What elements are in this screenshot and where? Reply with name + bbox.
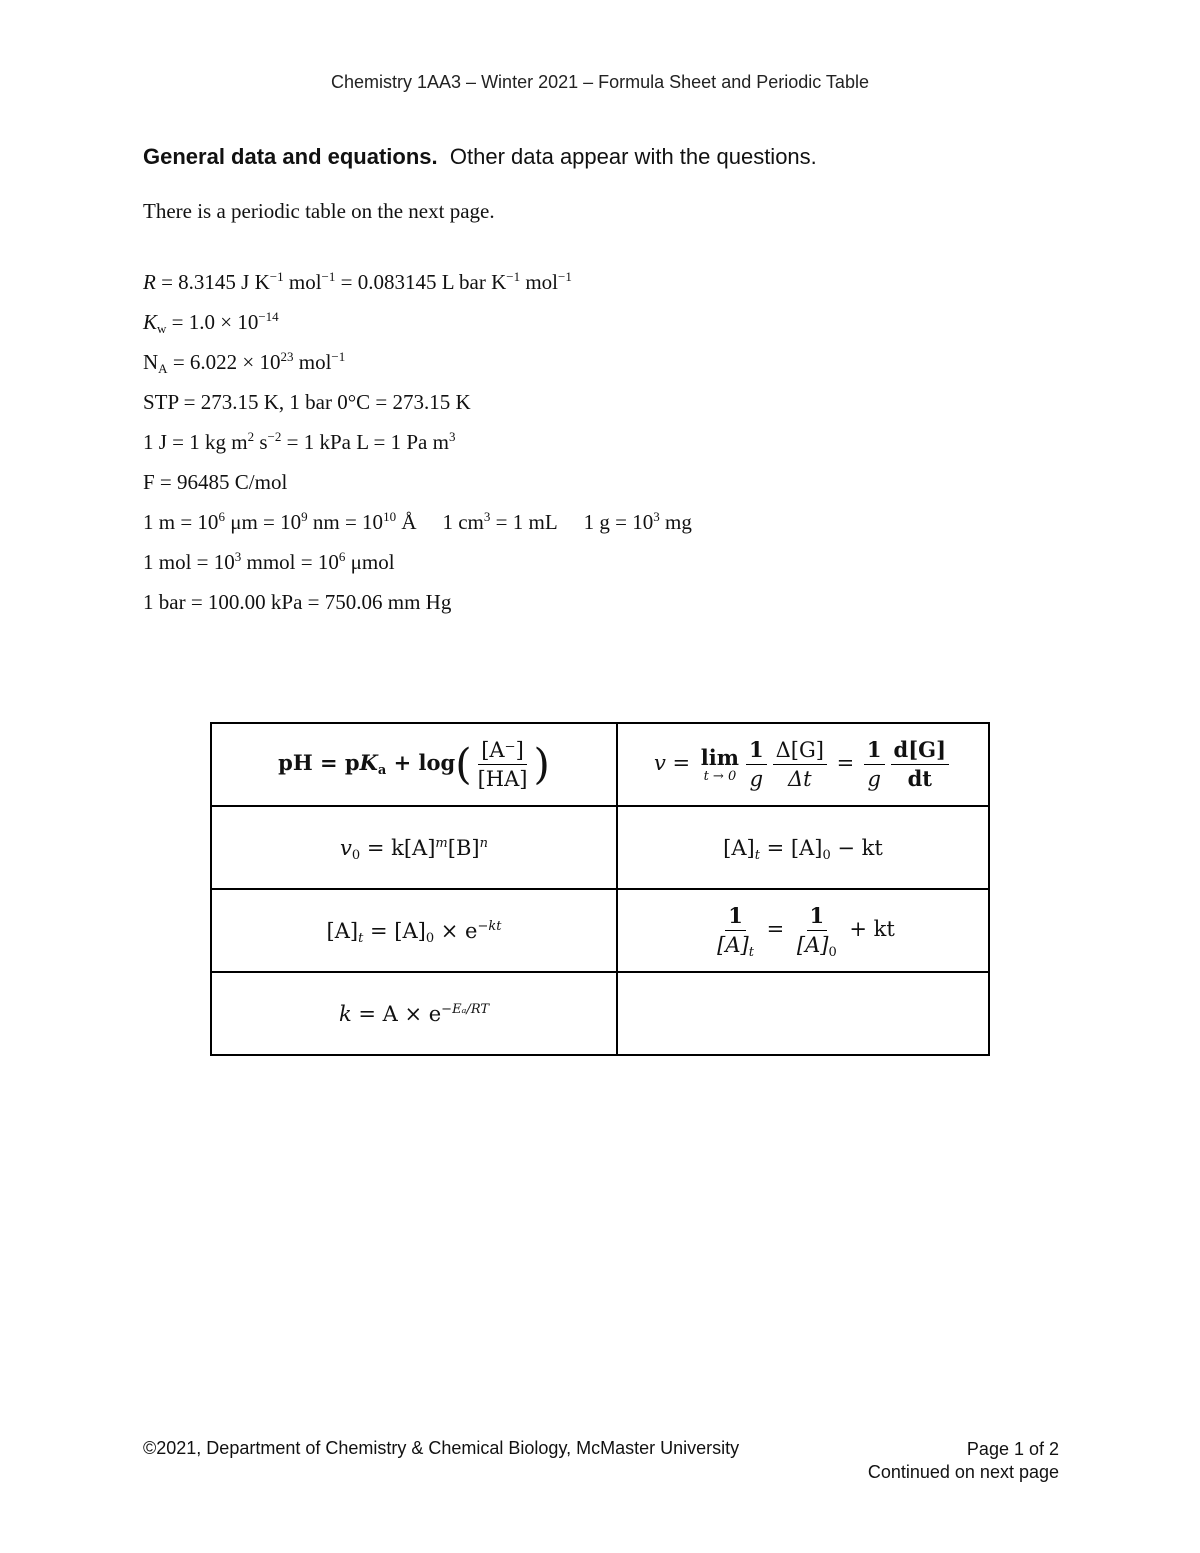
stp-definition: STP = 273.15 K, 1 bar 0°C = 273.15 K <box>143 390 471 414</box>
faraday-constant: F = 96485 C/mol <box>143 470 288 494</box>
page-number: Page 1 of 2 <box>966 1439 1059 1459</box>
empty-cell <box>617 972 989 1055</box>
table-row <box>211 723 989 806</box>
table-row <box>211 889 989 972</box>
avogadro-constant: $N_A = 6.022 \times 10^{23}$ mol$^{-1}$ <box>143 349 346 376</box>
water-constant: $K_w = 1.0 \times 10^{-14}$ <box>143 309 279 336</box>
table-row <box>211 972 989 1055</box>
length-conversion: 1 $m = 10^6$ $\mu m = 10^9$ nm = $10^{10}$ Å 1 $cm^3 = 1$ mL 1 $g = 10^3$ mg <box>143 509 692 534</box>
zero-order-formula: $[A]_t = [A]_0$ − kt <box>617 806 989 889</box>
arrhenius-formula: $k = A \times e^{-E_a/RT}$ <box>211 972 617 1055</box>
gas-constant: R = 8.3145 J $K^{-1}$ mol$^{-1}$ = 0.083145 L bar $K^{-1}$ mol$^{-1}$ <box>143 269 572 294</box>
formula-table <box>210 722 990 1056</box>
joule-conversion: 1 J = 1 kg $m^2$ $s^{-2} = 1$ kPa L = 1 Pa $m^3$ <box>143 429 456 454</box>
intro-text: There is a periodic table on the next page. <box>143 199 495 223</box>
section-title-bold: General data and equations. <box>143 144 438 169</box>
mol-conversion: 1 mol = $10^3$ mmol = $10^6$ μmol <box>143 549 395 574</box>
footer-copyright: ©2021, Department of Chemistry & Chemical Biology, McMaster University <box>143 1438 740 1458</box>
table-row <box>211 806 989 889</box>
section-title-rest: Other data appear with the questions. <box>449 144 817 169</box>
second-order-formula: $\frac{1}{[A]_t}$ = $\frac{1}{[A]_0}$ + kt <box>617 889 989 972</box>
ph-formula: pH = $pK_a + \log$( $\frac{[A^-]}{[HA]}$ ) <box>211 723 617 806</box>
footer-page-info <box>868 1438 1059 1484</box>
page-header: Chemistry 1AA3 – Winter 2021 – Formula Sheet and Periodic Table <box>331 72 869 92</box>
pressure-conversion: 1 bar = 100.00 kPa = 750.06 mm Hg <box>143 590 452 614</box>
section-title <box>143 144 817 170</box>
rate-law-formula: $v_0 = k[A]^m[B]^n$ <box>211 806 617 889</box>
first-order-formula: $[A]_t = [A]_0 \times e^{-kt}$ <box>211 889 617 972</box>
continued-note: Continued on next page <box>867 1462 1059 1482</box>
constants-list <box>143 262 692 622</box>
rate-definition-formula: v = lim t → 0 $\frac{1}{g}$ $\frac{\Delta[G]}{\Delta t}$ = $\frac{1}{g}$ $\frac{d[G]}{dt}$ <box>617 723 989 806</box>
